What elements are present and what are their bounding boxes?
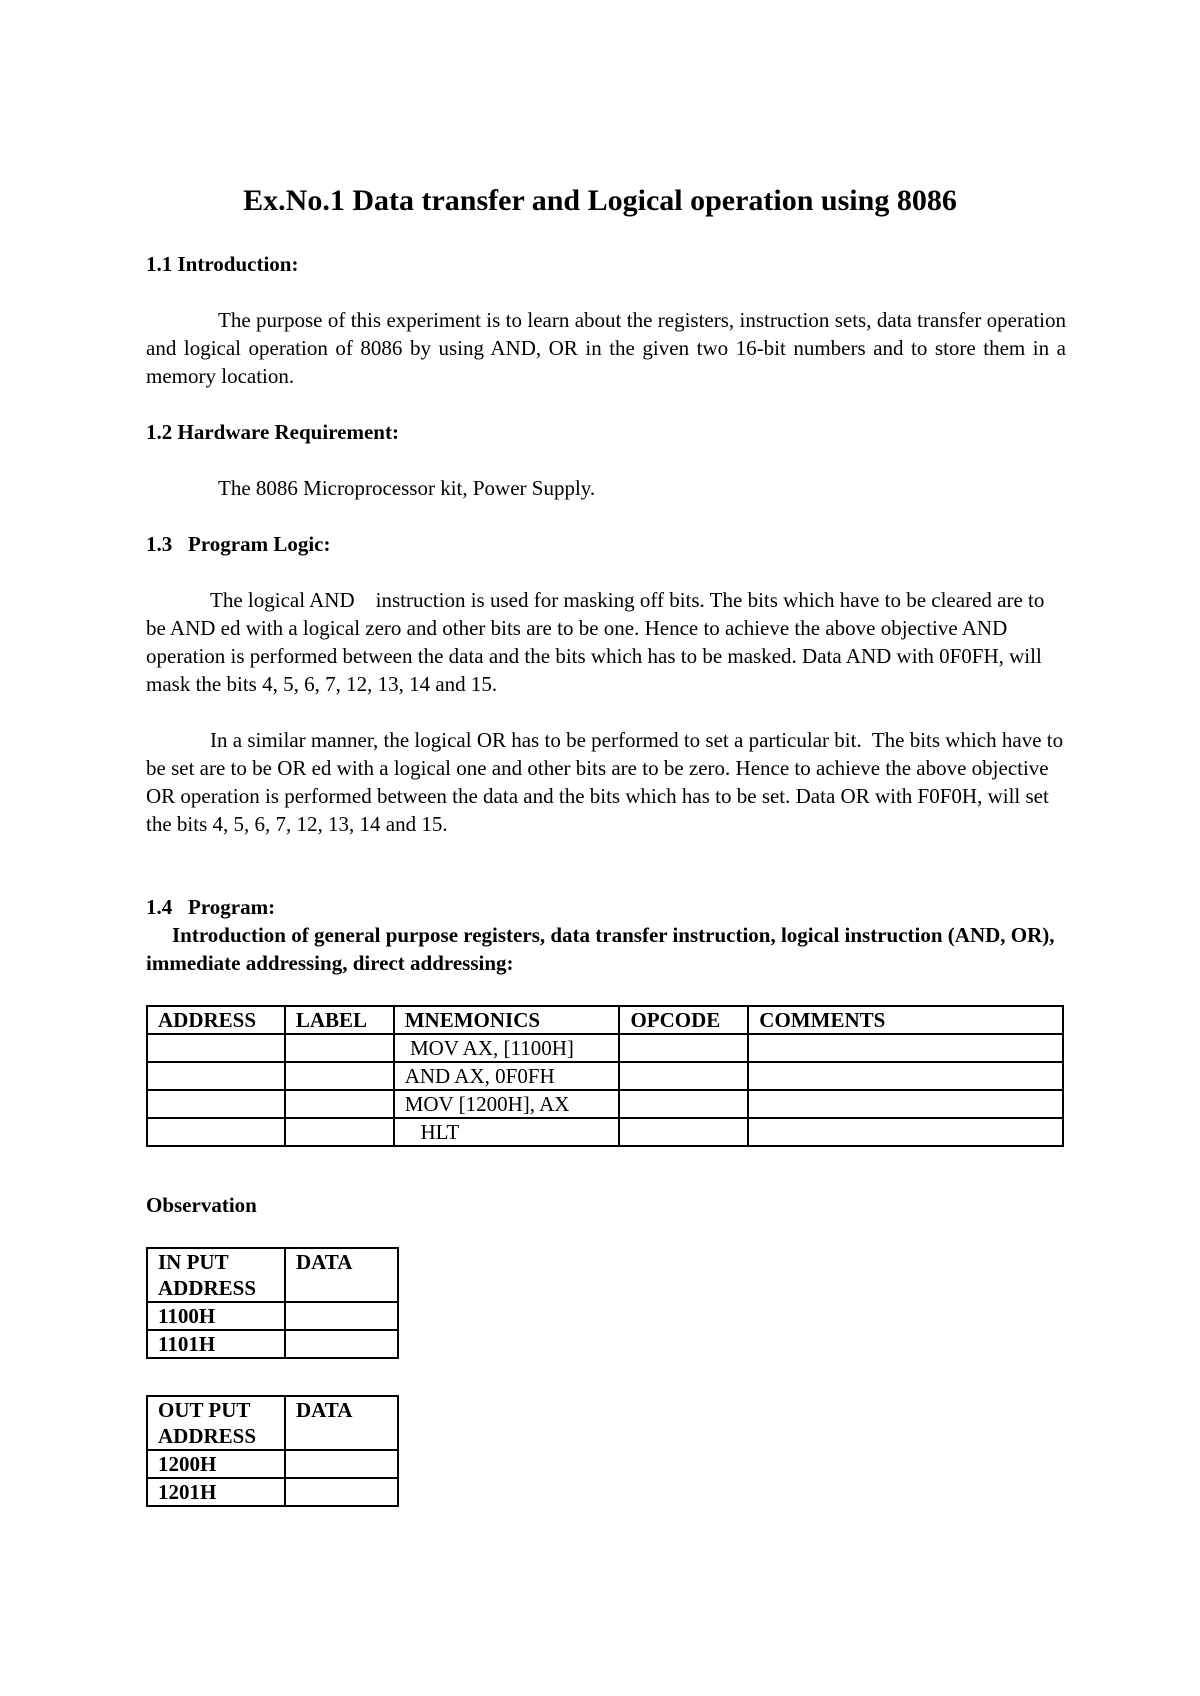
input-address-cell: 1100H xyxy=(147,1302,285,1330)
label-cell xyxy=(285,1034,394,1062)
section-heading-introduction: 1.1 Introduction: xyxy=(146,252,299,276)
observation-heading: Observation xyxy=(146,1193,257,1217)
column-header-address: ADDRESS xyxy=(147,1006,285,1034)
table-row xyxy=(147,1062,1063,1090)
input-table-header-row xyxy=(147,1248,398,1302)
output-data-cell xyxy=(285,1478,398,1506)
table-row xyxy=(147,1090,1063,1118)
opcode-cell xyxy=(619,1118,748,1146)
table-row xyxy=(147,1118,1063,1146)
table-row xyxy=(147,1302,398,1330)
input-observation-table xyxy=(146,1247,399,1359)
introduction-paragraph: The purpose of this experiment is to learn about the registers, instruction sets, data transfer operation and logical operation of 8086 by using AND, OR in the given two 16-bit numbers and to store them in a memory location. xyxy=(146,308,1066,388)
opcode-cell xyxy=(619,1090,748,1118)
table-row xyxy=(147,1478,398,1506)
input-data-header: DATA xyxy=(285,1248,398,1302)
mnemonic-cell: HLT xyxy=(394,1118,620,1146)
input-address-header: IN PUT ADDRESS xyxy=(147,1248,285,1302)
section-heading-program: 1.4 Program: xyxy=(146,895,276,919)
comment-cell xyxy=(748,1090,1063,1118)
address-cell xyxy=(147,1062,285,1090)
address-cell xyxy=(147,1034,285,1062)
program-logic-paragraph-1: The logical AND instruction is used for masking off bits. The bits which have to be cleared are to be AND ed with a logical zero and other bits are to be one. Hence to achieve the above objective AND operation is performed between the data and the bits which has to be masked. Data AND with 0F0FH, will mask the bits 4, 5, 6, 7, 12, 13, 14 and 15. xyxy=(146,588,1050,696)
page-title: Ex.No.1 Data transfer and Logical operation using 8086 xyxy=(243,184,957,217)
address-cell xyxy=(147,1090,285,1118)
table-row xyxy=(147,1330,398,1358)
output-observation-table xyxy=(146,1395,399,1507)
column-header-opcode: OPCODE xyxy=(619,1006,748,1034)
output-data-cell xyxy=(285,1450,398,1478)
program-table-header-row xyxy=(147,1006,1063,1034)
address-cell xyxy=(147,1118,285,1146)
section-heading-program-logic: 1.3 Program Logic: xyxy=(146,532,331,556)
mnemonic-cell: MOV [1200H], AX xyxy=(394,1090,620,1118)
column-header-comments: COMMENTS xyxy=(748,1006,1063,1034)
opcode-cell xyxy=(619,1034,748,1062)
input-address-cell: 1101H xyxy=(147,1330,285,1358)
mnemonic-cell: AND AX, 0F0FH xyxy=(394,1062,620,1090)
output-data-header: DATA xyxy=(285,1396,398,1450)
comment-cell xyxy=(748,1034,1063,1062)
output-table-header-row xyxy=(147,1396,398,1450)
column-header-label: LABEL xyxy=(285,1006,394,1034)
mnemonic-cell: MOV AX, [1100H] xyxy=(394,1034,620,1062)
table-row xyxy=(147,1450,398,1478)
column-header-mnemonics: MNEMONICS xyxy=(394,1006,620,1034)
output-address-cell: 1200H xyxy=(147,1450,285,1478)
program-logic-paragraph-2: In a similar manner, the logical OR has to be performed to set a particular bit. The bits which have to be set are to be OR ed with a logical one and other bits are to be zero. Hence to achieve the above objective OR operation is performed between the data and the bits which has to be set. Data OR with F0F0H, will set the bits 4, 5, 6, 7, 12, 13, 14 and 15. xyxy=(146,728,1069,836)
program-subheading: Introduction of general purpose registers, data transfer instruction, logical instruction (AND, OR), immediate addressing, direct addressing: xyxy=(146,923,1055,975)
label-cell xyxy=(285,1090,394,1118)
output-address-cell: 1201H xyxy=(147,1478,285,1506)
section-heading-hardware: 1.2 Hardware Requirement: xyxy=(146,420,399,444)
label-cell xyxy=(285,1062,394,1090)
program-table xyxy=(146,1005,1064,1147)
label-cell xyxy=(285,1118,394,1146)
opcode-cell xyxy=(619,1062,748,1090)
output-address-header: OUT PUT ADDRESS xyxy=(147,1396,285,1450)
hardware-paragraph: The 8086 Microprocessor kit, Power Supply. xyxy=(218,476,596,500)
comment-cell xyxy=(748,1118,1063,1146)
comment-cell xyxy=(748,1062,1063,1090)
input-data-cell xyxy=(285,1302,398,1330)
input-data-cell xyxy=(285,1330,398,1358)
table-row xyxy=(147,1034,1063,1062)
